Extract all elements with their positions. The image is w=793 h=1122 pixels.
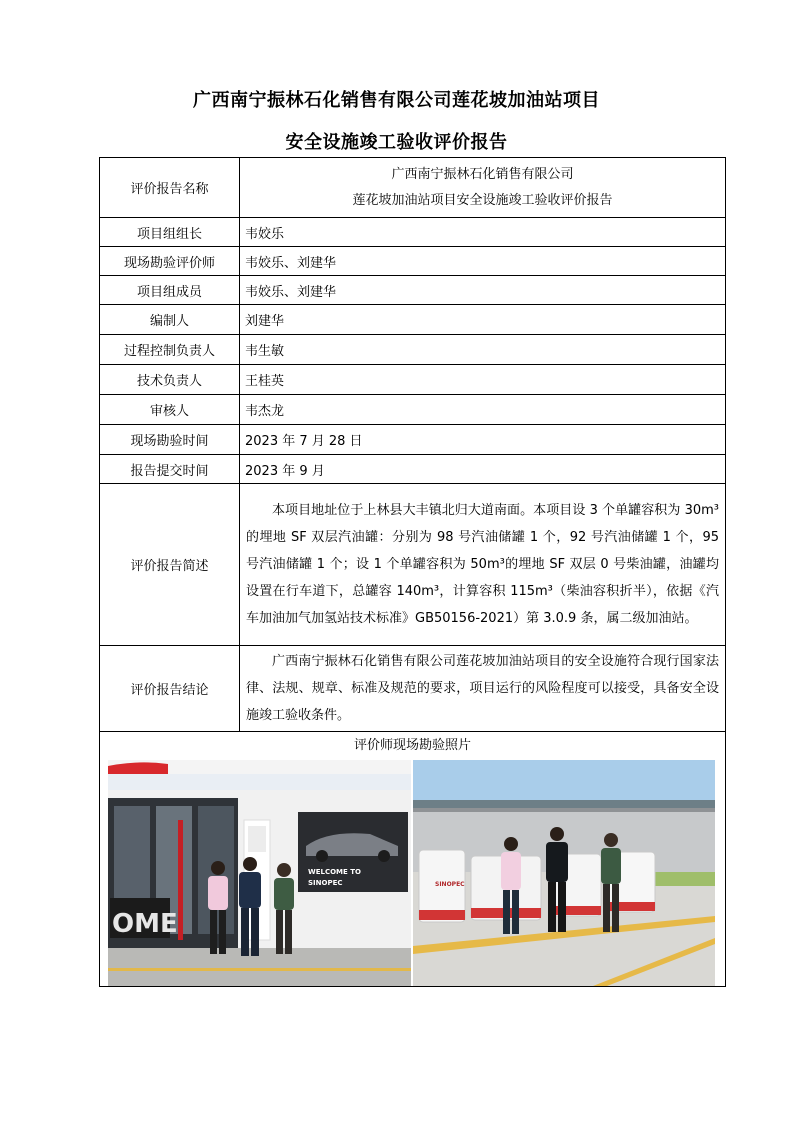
label-technical-lead: 技术负责人 [100,365,240,395]
label-conclusion: 评价报告结论 [100,646,240,732]
row-submit-time [100,455,726,484]
row-reviewer [100,395,726,425]
label-team-members: 项目组成员 [100,276,240,305]
value-team-leader: 韦姣乐 [240,218,726,247]
value-technical-lead: 王桂英 [240,365,726,395]
row-conclusion [100,646,726,732]
value-team-members: 韦姣乐、刘建华 [240,276,726,305]
conclusion-text: 广西南宁振林石化销售有限公司莲花坡加油站项目的安全设施符合现行国家法律、法规、规章、标准及规范的要求，项目运行的风险程度可以接受，具备安全设施竣工验收条件。 [246,654,719,723]
site-photo-storefront [108,760,411,986]
photo-sign-text-1: WELCOME TO [308,868,361,876]
label-survey-time: 现场勘验时间 [100,425,240,455]
report-info-table [99,157,726,987]
row-survey-time [100,425,726,455]
photo-sign-text-2: SINOPEC [308,879,343,887]
value-survey-time: 2023 年 7 月 28 日 [240,425,726,455]
row-report-name [100,158,726,218]
row-site-assessor [100,247,726,276]
report-title-line1: 广西南宁振林石化销售有限公司莲花坡加油站项目 [193,90,600,111]
row-process-control [100,335,726,365]
row-summary [100,484,726,646]
row-team-members [100,276,726,305]
photos-container [100,760,725,986]
label-compiler: 编制人 [100,305,240,335]
value-report-name [240,158,726,218]
row-team-leader [100,218,726,247]
site-photo-tank-area [413,760,715,986]
value-site-assessor: 韦姣乐、刘建华 [240,247,726,276]
row-compiler [100,305,726,335]
report-name-line2: 莲花坡加油站项目安全设施竣工验收评价报告 [352,192,613,208]
label-process-control: 过程控制负责人 [100,335,240,365]
value-reviewer: 韦杰龙 [240,395,726,425]
photo-tank-brand: SINOPEC [435,881,465,888]
photos-caption: 评价师现场勘验照片 [353,738,471,753]
value-conclusion [240,646,726,732]
value-submit-time: 2023 年 9 月 [240,455,726,484]
value-summary [240,484,726,646]
label-report-name: 评价报告名称 [100,158,240,218]
report-title-line2: 安全设施竣工验收评价报告 [285,132,508,153]
row-photos [100,732,726,987]
label-team-leader: 项目组组长 [100,218,240,247]
photo-wall-text: OME [112,909,178,939]
photos-cell [100,732,726,987]
report-name-line1: 广西南宁振林石化销售有限公司 [391,166,574,182]
label-site-assessor: 现场勘验评价师 [100,247,240,276]
value-process-control: 韦生敏 [240,335,726,365]
label-submit-time: 报告提交时间 [100,455,240,484]
label-summary: 评价报告简述 [100,484,240,646]
summary-text: 本项目地址位于上林县大丰镇北归大道南面。本项目设 3 个单罐容积为 30m³的埋地 SF 双层汽油罐：分别为 98 号汽油储罐 1 个，92 号汽油储罐 1 个，95 号汽油储罐 1 个；设 1 个单罐容积为 50m³的埋地 SF 双层 0 号柴油罐，油罐均设置在行车道下，总罐容 140m³，计算容积 115m³（柴油容积折半），依据《汽车加油加气加氢站技术标准》GB50156-2021）第 3.0.9 条，属二级加油站。 [246,503,719,626]
value-compiler: 刘建华 [240,305,726,335]
row-technical-lead [100,365,726,395]
label-reviewer: 审核人 [100,395,240,425]
